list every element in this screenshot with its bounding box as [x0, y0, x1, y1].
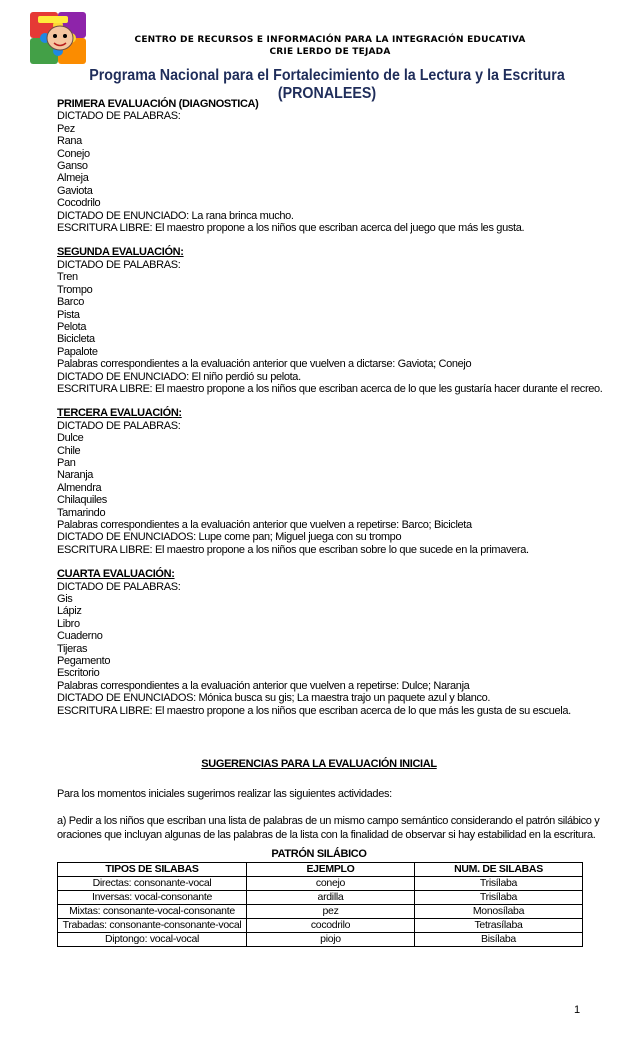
eval3-enunciado: DICTADO DE ENUNCIADOS: Lupe come pan; Miguel juega con su trompo: [57, 531, 402, 544]
suggestions-title: SUGERENCIAS PARA LA EVALUACIÓN INICIAL: [201, 758, 437, 770]
eval4-word: Tijeras: [57, 642, 88, 655]
eval2-repeat: Palabras correspondientes a la evaluación anterior que vuelven a dictarse: Gaviota; Conejo: [57, 358, 472, 371]
table-cell: Bisílaba: [415, 933, 583, 947]
crie-logo: [28, 8, 90, 68]
table-cell: Diptongo: vocal-vocal: [58, 933, 247, 947]
eval2-word: Trompo: [57, 283, 93, 296]
eval1-word: Conejo: [57, 147, 90, 160]
eval3-word: Tamarindo: [57, 506, 106, 519]
table-title: PATRÓN SILÁBICO: [271, 848, 367, 860]
eval2-escritura: ESCRITURA LIBRE: El maestro propone a los niños que escriban acerca de lo que les gustaría hacer durante el recreo.: [57, 382, 603, 395]
table-row: [58, 891, 583, 905]
eval4-word: Escritorio: [57, 667, 100, 680]
eval2-word: Tren: [57, 271, 78, 284]
table-cell: piojo: [247, 933, 415, 947]
table-cell: pez: [247, 905, 415, 919]
table-row: [58, 919, 583, 933]
eval2-word: Barco: [57, 296, 84, 309]
eval4-title: CUARTA EVALUACIÓN:: [57, 568, 175, 581]
eval1-word: Almeja: [57, 172, 89, 185]
eval4-word: Libro: [57, 617, 80, 630]
table-header: EJEMPLO: [247, 863, 415, 877]
crie-name: CRIE LERDO DE TEJADA: [269, 47, 391, 57]
table-header: NUM. DE SILABAS: [415, 863, 583, 877]
syllable-pattern-table: [57, 862, 583, 947]
eval2-word: Pelota: [57, 320, 87, 333]
table-cell: Monosílaba: [415, 905, 583, 919]
center-name-header: [100, 34, 560, 58]
table-header: TIPOS DE SILABAS: [58, 863, 247, 877]
table-cell: Trabadas: consonante-consonante-vocal: [58, 919, 247, 933]
eval4-word: Cuaderno: [57, 630, 103, 643]
suggestion-item-a: [57, 814, 600, 842]
eval1-escritura: ESCRITURA LIBRE: El maestro propone a los niños que escriban acerca del juego que más les gusta.: [57, 222, 525, 235]
table-cell: Trisílaba: [415, 877, 583, 891]
program-title-line1: Programa Nacional para el Fortalecimiento de la Lectura y la Escritura: [89, 67, 565, 84]
eval4-word: Lápiz: [57, 605, 82, 618]
eval2-word: Bicicleta: [57, 333, 95, 346]
eval3-word: Chilaquiles: [57, 494, 107, 507]
eval4-enunciado: DICTADO DE ENUNCIADOS: Mónica busca su gis; La maestra trajo un paquete azul y blanco.: [57, 692, 491, 705]
eval2-word: Papalote: [57, 345, 98, 358]
eval1-word: Ganso: [57, 160, 88, 173]
eval2-enunciado: DICTADO DE ENUNCIADO: El niño perdió su pelota.: [57, 370, 301, 383]
table-cell: ardilla: [247, 891, 415, 905]
table-cell: Tetrasílaba: [415, 919, 583, 933]
eval2-dictado-label: DICTADO DE PALABRAS:: [57, 258, 181, 271]
eval3-word: Chile: [57, 444, 81, 457]
page-number: 1: [574, 1004, 581, 1016]
table-cell: conejo: [247, 877, 415, 891]
eval3-word: Dulce: [57, 432, 84, 445]
eval3-word: Naranja: [57, 469, 94, 482]
suggestion-item-a-line2: oraciones que incluyan algunas de las palabras de la lista con la finalidad de observar si hay estabilidad en la escritura.: [57, 829, 596, 841]
table-cell: Directas: consonante-vocal: [58, 877, 247, 891]
eval1-dictado-label: DICTADO DE PALABRAS:: [57, 110, 181, 123]
eval3-word: Almendra: [57, 481, 102, 494]
evaluations-body: [57, 98, 603, 717]
program-title-line2: (PRONALEES): [277, 85, 377, 102]
table-cell: Trisílaba: [415, 891, 583, 905]
eval3-title: TERCERA EVALUACIÓN:: [57, 407, 182, 420]
table-row: [58, 933, 583, 947]
eval3-dictado-label: DICTADO DE PALABRAS:: [57, 419, 181, 432]
eval1-enunciado: DICTADO DE ENUNCIADO: La rana brinca mucho.: [57, 209, 294, 222]
table-cell: cocodrilo: [247, 919, 415, 933]
eval4-dictado-label: DICTADO DE PALABRAS:: [57, 580, 181, 593]
table-header-row: [58, 863, 583, 877]
eval1-word: Pez: [57, 122, 75, 135]
table-row: [58, 905, 583, 919]
eval1-word: Rana: [57, 135, 82, 148]
eval4-escritura: ESCRITURA LIBRE: El maestro propone a los niños que escriban acerca de lo que más les gusta de su escuela.: [57, 704, 571, 717]
table-row: [58, 877, 583, 891]
eval2-title: SEGUNDA EVALUACIÓN:: [57, 246, 184, 259]
table-cell: Inversas: vocal-consonante: [58, 891, 247, 905]
center-name: CENTRO DE RECURSOS E INFORMACIÓN PARA LA INTEGRACIÓN EDUCATIVA: [134, 35, 526, 45]
suggestions-intro: Para los momentos iniciales sugerimos realizar las siguientes actividades:: [57, 788, 392, 800]
eval1-title: PRIMERA EVALUACIÓN (DIAGNOSTICA): [57, 98, 259, 110]
eval3-escritura: ESCRITURA LIBRE: El maestro propone a los niños que escriban sobre lo que sucede en la primavera.: [57, 543, 529, 556]
eval4-repeat: Palabras correspondientes a la evaluación anterior que vuelven a repetirse: Dulce; Naranja: [57, 679, 470, 692]
eval1-word: Gaviota: [57, 184, 93, 197]
eval3-word: Pan: [57, 456, 76, 469]
eval4-word: Gis: [57, 593, 73, 606]
eval4-word: Pegamento: [57, 655, 111, 668]
eval2-word: Pista: [57, 308, 80, 321]
eval1-word: Cocodrilo: [57, 197, 101, 210]
table-cell: Mixtas: consonante-vocal-consonante: [58, 905, 247, 919]
suggestion-item-a-line1: a) Pedir a los niños que escriban una lista de palabras de un mismo campo semántico considerando el patrón silábico y: [57, 815, 600, 827]
eval3-repeat: Palabras correspondientes a la evaluación anterior que vuelven a repetirse: Barco; Bicicleta: [57, 519, 472, 531]
